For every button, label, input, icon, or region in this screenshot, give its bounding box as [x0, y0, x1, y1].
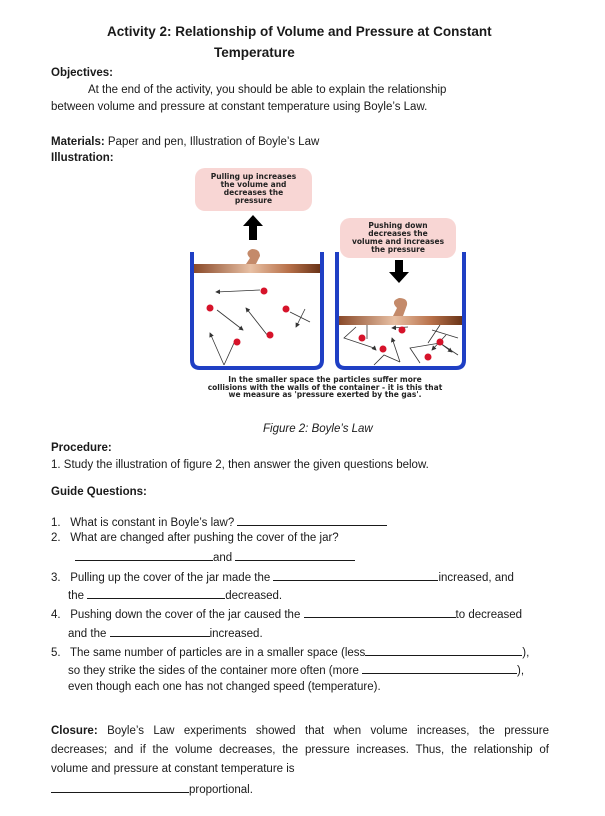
caption-line: collisions with the walls of the container - it is this that — [207, 382, 443, 392]
question-2 — [51, 532, 339, 544]
closure-line3: volume and pressure at constant temperature is — [51, 763, 295, 775]
question-number: 5. — [51, 647, 61, 659]
answer-blank-q3a[interactable] — [273, 569, 438, 581]
procedure-step-1: 1. Study the illustration of figure 2, then answer the given questions below. — [51, 459, 429, 471]
question-5-line3: even though each one has not changed speed (temperature). — [68, 681, 381, 693]
question-text: increased, and — [438, 572, 514, 584]
question-text: Pulling up the cover of the jar made the — [70, 572, 271, 584]
illustration-caption — [190, 376, 460, 399]
question-number: 4. — [51, 609, 61, 621]
question-number: 1. — [51, 517, 61, 529]
closure-text: proportional. — [189, 784, 253, 796]
figure-caption: Figure 2: Boyle’s Law — [263, 423, 373, 435]
answer-blank-q2a[interactable] — [75, 549, 213, 561]
question-3 — [51, 569, 514, 584]
question-text: so they strike the sides of the container more often (more — [68, 665, 359, 677]
guide-questions-label: Guide Questions: — [51, 486, 147, 498]
question-2-answer-line — [75, 549, 355, 564]
objectives-label: Objectives: — [51, 67, 113, 79]
question-text: ), — [522, 647, 530, 659]
question-text: Pushing down the cover of the jar caused the — [70, 609, 301, 621]
question-text: The same number of particles are in a smaller space (less — [69, 647, 366, 659]
bubble-text: the volume and — [220, 180, 287, 189]
answer-blank-q1[interactable] — [237, 514, 387, 526]
closure-text: Boyle’s Law experiments showed that when volume increases, the pressure — [107, 725, 549, 737]
answer-blank-q4a[interactable] — [304, 606, 456, 618]
question-4 — [51, 606, 522, 621]
containers-diagram — [0, 0, 605, 400]
question-3-line2 — [68, 587, 282, 602]
question-5 — [51, 644, 529, 659]
bubble-text: decreases the — [368, 229, 428, 238]
bubble-text: Pulling up increases — [210, 172, 297, 181]
bubble-text: volume and increases — [351, 237, 445, 246]
bubble-text: decreases the — [223, 188, 284, 197]
procedure-label: Procedure: — [51, 442, 112, 454]
answer-blank-q4b[interactable] — [110, 625, 210, 637]
materials-label: Materials: — [51, 136, 105, 148]
caption-line: we measure as 'pressure exerted by the gas'. — [228, 390, 422, 399]
and-text: and — [213, 552, 233, 564]
bubble-text: the pressure — [371, 245, 425, 254]
objectives-text-line2: between volume and pressure at constant temperature using Boyle’s Law. — [51, 101, 428, 113]
question-4-line2 — [68, 625, 263, 640]
question-text: increased. — [209, 628, 263, 640]
closure-paragraph — [51, 725, 549, 796]
question-text: What are changed after pushing the cover of the jar? — [70, 532, 339, 544]
question-text: the — [68, 590, 84, 602]
materials-text: Paper and pen, Illustration of Boyle’s Law — [104, 136, 320, 148]
closure-line1 — [51, 725, 549, 744]
answer-blank-q5b[interactable] — [362, 662, 517, 674]
closure-line2: decreases; and if the volume decreases, the pressure increases. Thus, the relationship of — [51, 744, 549, 756]
question-text: to decreased — [455, 609, 523, 621]
question-text: ), — [517, 665, 525, 677]
activity-title-line2: Temperature — [214, 45, 295, 60]
question-text: What is constant in Boyle’s law? — [70, 517, 235, 529]
question-5-line2 — [68, 662, 524, 677]
closure-label: Closure: — [51, 725, 98, 737]
question-text: decreased. — [225, 590, 283, 602]
answer-blank-q5a[interactable] — [365, 644, 522, 656]
answer-blank-q2b[interactable] — [235, 549, 355, 561]
question-number: 2. — [51, 532, 61, 544]
bubble-text: pressure — [234, 196, 273, 205]
caption-line: In the smaller space the particles suffer more — [228, 375, 422, 384]
closure-line4 — [51, 781, 549, 796]
question-1 — [51, 514, 387, 529]
up-arrow-icon — [243, 215, 263, 240]
activity-title-line1: Activity 2: Relationship of Volume and Pressure at Constant — [107, 24, 492, 39]
objectives-text-line1: At the end of the activity, you should be able to explain the relationship — [88, 84, 447, 96]
question-text: and the — [68, 628, 107, 640]
question-number: 3. — [51, 572, 61, 584]
answer-blank-closure[interactable] — [51, 781, 189, 793]
answer-blank-q3b[interactable] — [87, 587, 225, 599]
down-arrow-icon — [389, 260, 409, 283]
illustration-label: Illustration: — [51, 152, 114, 164]
bubble-text: Pushing down — [368, 221, 428, 230]
